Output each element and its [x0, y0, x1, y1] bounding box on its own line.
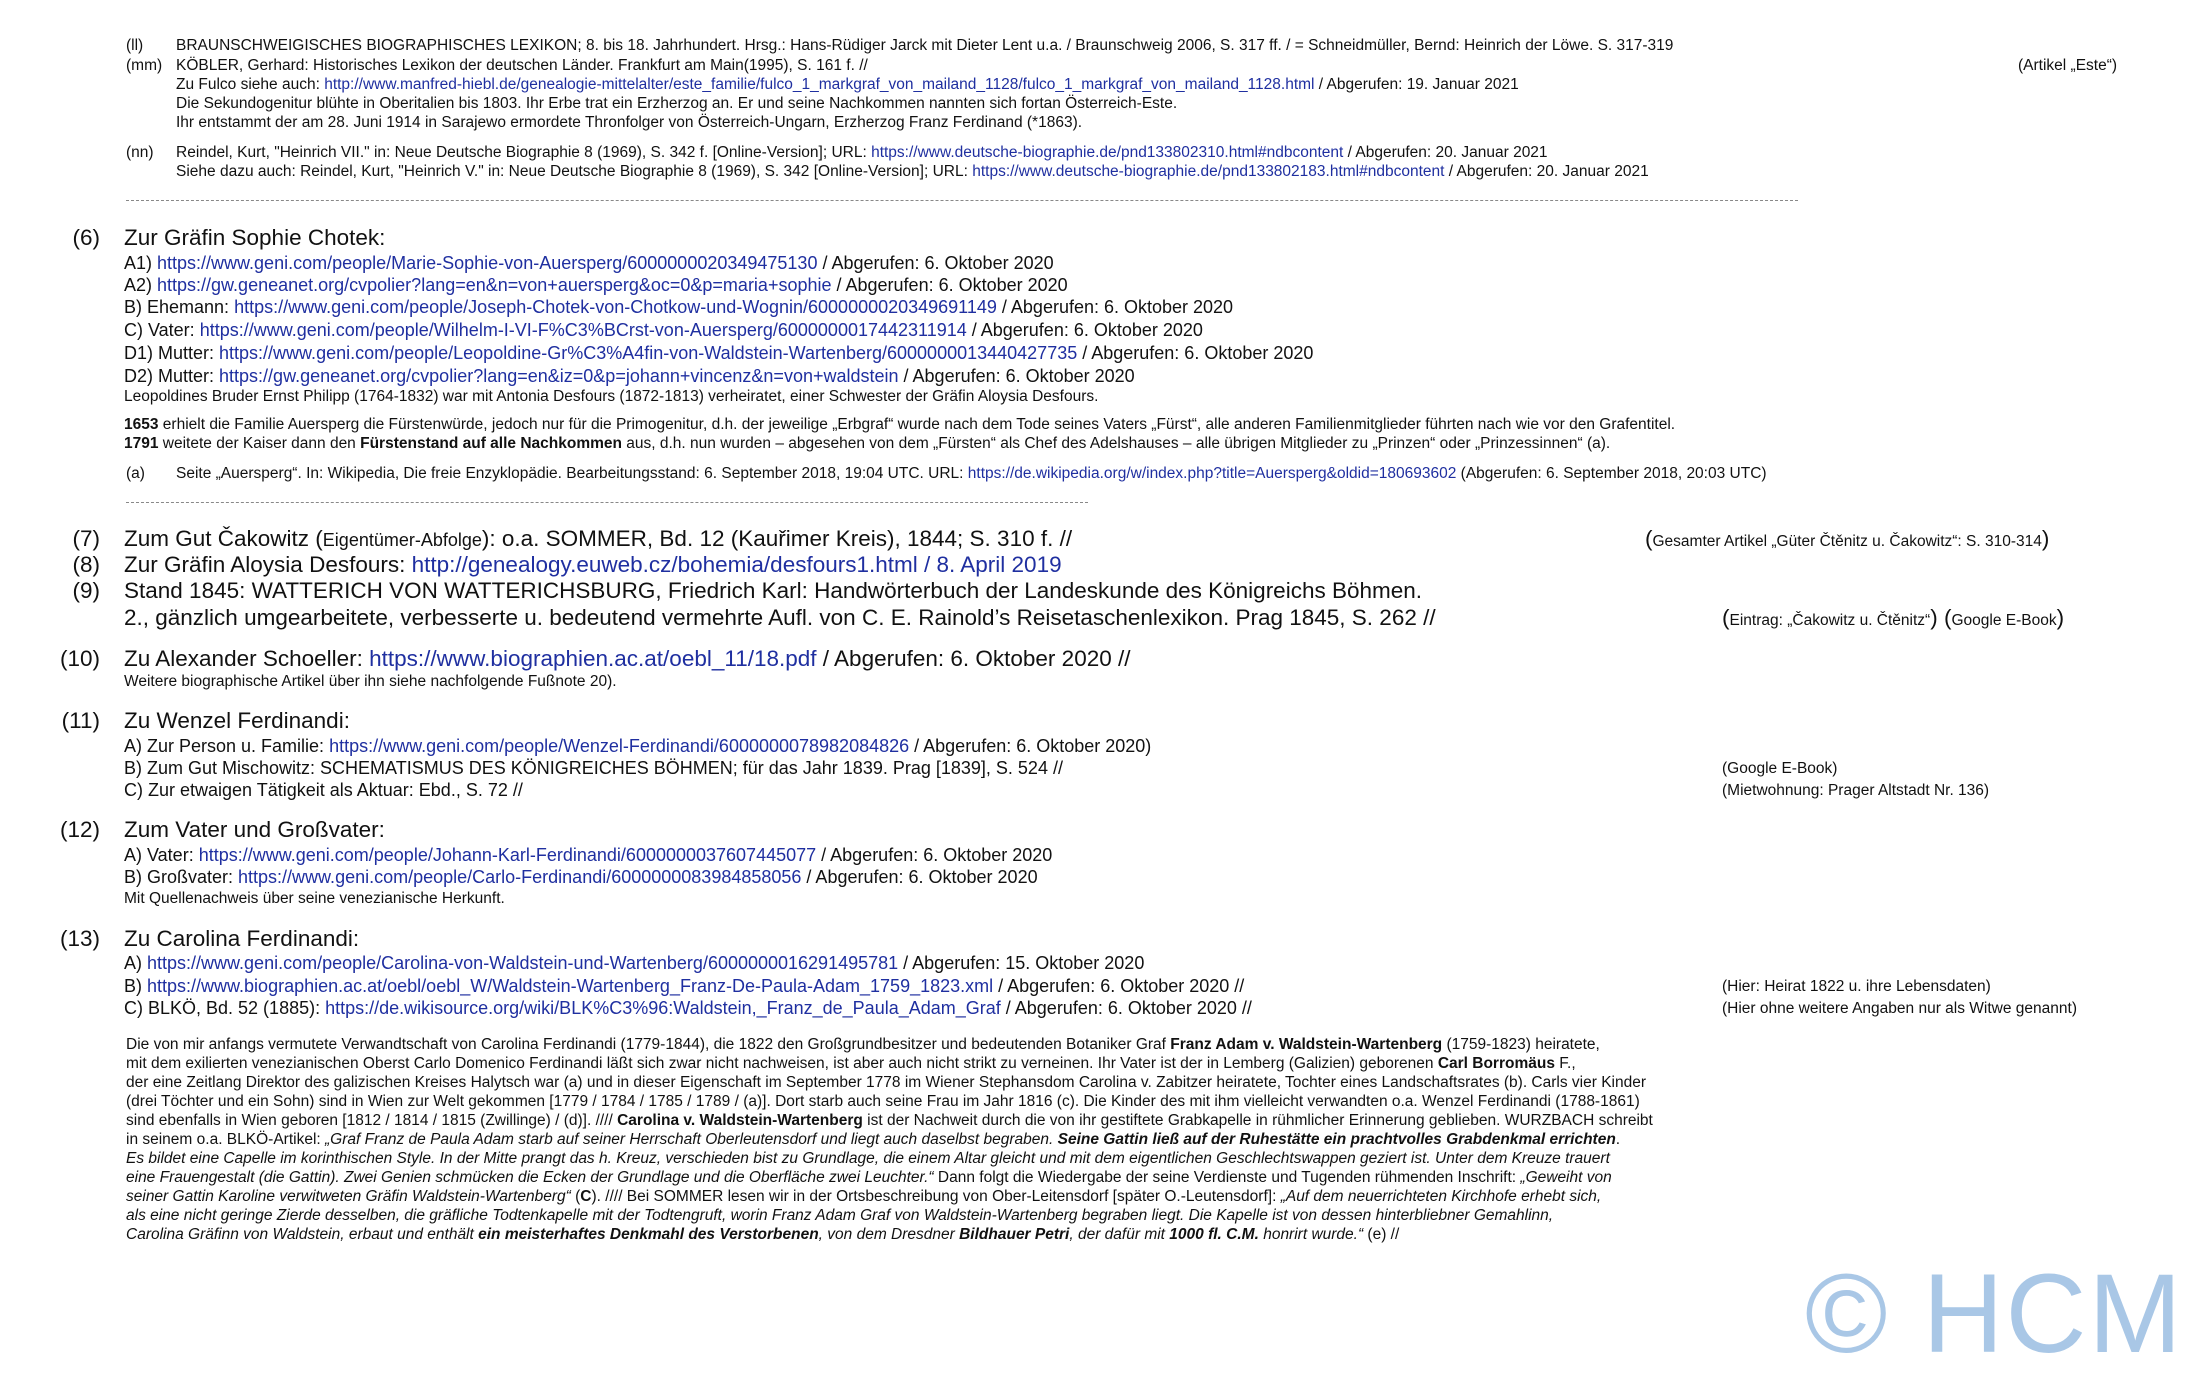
fn13-para-line8 — [126, 1168, 1612, 1187]
fn6-p1-text: erhielt die Familie Auersperg die Fürstenwürde, jedoch nur für die Primogenitur, d.h. der jeweilige „Erbgraf“ wurde nach dem Tode seines Vaters „Fürst“, alle anderen Familienmitglieder führten nach wie vor den Grafentitel. — [158, 416, 1676, 433]
footnote-number-10: (10) — [59, 646, 100, 671]
fn7-post: ): o.a. SOMMER, Bd. 12 (Kauřimer Kreis), 1844; S. 310 f. // — [481, 526, 1073, 551]
footnote-12-title: Zum Vater und Großvater: — [124, 817, 385, 842]
fn13-p5-a: sind ebenfalls in Wien geboren [1812 / 1814 / 1815 (Zwillinge) / (d)]. //// — [126, 1112, 618, 1129]
fn6-item-c-post: / Abgerufen: 6. Oktober 2020 — [966, 320, 1203, 340]
footnote-13-title: Zu Carolina Ferdinandi: — [124, 926, 360, 951]
fn6-paragraph-1791 — [124, 434, 1610, 453]
fn13-it6-e: , der dafür mit — [1069, 1226, 1170, 1243]
fn7-right-close: ) — [2041, 526, 2050, 551]
fn9-right1: Eintrag: „Čakowitz u. Čtěnitz“ — [1729, 612, 1931, 629]
fn13-it4-c: C — [580, 1188, 592, 1205]
fn13-item-a — [124, 952, 1144, 974]
fn7-pre: Zum Gut Čakowitz ( — [124, 526, 323, 551]
fn6-item-a1-label: A1) — [124, 253, 158, 273]
year-1653: 1653 — [124, 416, 159, 433]
link-heinrich-vii[interactable]: https://www.deutsche-biographie.de/pnd133802310.html#ndbcontent — [871, 144, 1344, 161]
fn12-note: Mit Quellenachweis über seine venezianische Herkunft. — [124, 890, 505, 907]
footnote-number-7: (7) — [72, 526, 100, 551]
fn13-para-line11 — [126, 1225, 1399, 1244]
fn6-item-d2-post: / Abgerufen: 6. Oktober 2020 — [898, 366, 1135, 386]
fn6-item-d1-label: D1) Mutter: — [124, 343, 220, 363]
ref-nn-line2-pre: Siehe dazu auch: Reindel, Kurt, "Heinrich V." in: Neue Deutsche Biographie 8 (1969), S. 342 [Online-Version]; URL: — [176, 163, 973, 180]
fn13-it6-d: Bildhauer Petri — [959, 1226, 1070, 1243]
link-fn12-vater[interactable]: https://www.geni.com/people/Johann-Karl-Ferdinandi/6000000037607445077 — [198, 845, 817, 865]
fn10-pre: Zu Alexander Schoeller: — [124, 646, 370, 671]
fn6-item-b-label: B) Ehemann: — [124, 297, 235, 317]
fn13-b-right-note: (Hier: Heirat 1822 u. ihre Lebensdaten) — [1722, 978, 1991, 995]
footnote-number-13: (13) — [59, 926, 100, 951]
fn13-para-line7: Es bildet eine Capelle im korinthischen Style. In der Mitte prangt das h. Kreuz, verschieden bist zu Grundlage, die einem Altar gleicht und mit dem eigentlichen Geschlechtswappen geziert ist. Unter dem Kreuze trauert — [126, 1150, 1610, 1167]
fn6-item-d1-post: / Abgerufen: 6. Oktober 2020 — [1077, 343, 1314, 363]
footnote-6-title: Zur Gräfin Sophie Chotek: — [124, 225, 386, 250]
link-fn6-a1[interactable]: https://www.geni.com/people/Marie-Sophie-von-Auersperg/6000000020349475130 — [157, 253, 818, 273]
fn13-it3: eine Frauengestalt (die Gattin). Zwei Genien schmücken die Ecken der Grundlage und die Oberfläche zwei Leuchter.“ — [126, 1169, 934, 1186]
ref-nn-line1-pre: Reindel, Kurt, "Heinrich VII." in: Neue Deutsche Biographie 8 (1969), S. 342 f. [Online-Version]; URL: — [176, 144, 872, 161]
ref-mm-line2 — [176, 75, 1519, 94]
fn10-note: Weitere biographische Artikel über ihn siehe nachfolgende Fußnote 20). — [124, 673, 617, 690]
copyright-watermark: © HCM — [1805, 1251, 2184, 1376]
ref-nn-line1-post: / Abgerufen: 20. Januar 2021 — [1343, 144, 1548, 161]
fn12-b-pre: B) Großvater: — [124, 867, 239, 887]
fn13-it4: seiner Gattin Karoline verwitweten Gräfin Waldstein-Wartenberg“ — [126, 1188, 571, 1205]
fn9-right1-open: ( — [1722, 605, 1730, 630]
fn9-right2: Google E-Book — [1951, 612, 2057, 629]
fn13-p5-bold: Carolina v. Waldstein-Wartenberg — [617, 1112, 863, 1129]
fn7-right-note — [1645, 525, 2049, 552]
fn13-para-line4: (drei Töchter und ein Sohn) sind in Wien zur Welt gekommen [1779 / 1784 / 1785 / 1789 / (a)]. Dort starb auch seine Frau im Jahr 1816 (c). Die Kinder des mit ihm vielleicht verwandten o.a. Wenzel Ferdinandi (1788-1861) — [126, 1093, 1640, 1110]
fn6-item-c — [124, 319, 1203, 341]
link-fn13-geni[interactable]: https://www.geni.com/people/Carolina-von-Waldstein-und-Wartenberg/6000000016291495781 — [147, 953, 899, 973]
fn6-item-a1-post: / Abgerufen: 6. Oktober 2020 — [817, 253, 1054, 273]
link-fn12-grossvater[interactable]: https://www.geni.com/people/Carlo-Ferdinandi/6000000083984858056 — [238, 867, 802, 887]
footnote-number-6: (6) — [72, 225, 100, 250]
fn13-it1: „Graf Franz de Paula Adam starb auf seiner Herrschaft Oberleutensdorf und liegt auch daselbst begraben. — [325, 1131, 1058, 1148]
footnote-9-line1: Stand 1845: WATTERICH VON WATTERICHSBURG, Friedrich Karl: Handwörterbuch der Landeskunde des Königreichs Böhmen. — [124, 578, 1423, 603]
footnote-number-8: (8) — [72, 552, 100, 577]
fn13-it6-h: (e) // — [1363, 1226, 1400, 1243]
fn13-p1-a: Die von mir anfangs vermutete Verwandtschaft von Carolina Ferdinandi (1779-1844), die 1822 den Großgrundbesitzer und bedeutenden Botaniker Graf — [126, 1036, 1171, 1053]
footnote-11-title: Zu Wenzel Ferdinandi: — [124, 708, 350, 733]
fn13-b-pre: B) — [124, 976, 148, 996]
ref-mm-right-note: (Artikel „Este“) — [2018, 57, 2118, 74]
fn13-c-pre: C) BLKÖ, Bd. 52 (1885): — [124, 998, 326, 1018]
fn13-c-post: / Abgerufen: 6. Oktober 2020 // — [1000, 998, 1252, 1018]
fn6-item-a2-post: / Abgerufen: 6. Oktober 2020 — [831, 275, 1068, 295]
fn9-right2-close: ) — [2056, 605, 2065, 630]
fn6-p2-b: aus, d.h. nun wurden – abgesehen von dem „Fürsten“ als Chef des Adelshauses – alle übrigen Mitglieder zu „Prinzen“ oder „Prinzessinnen“ (a). — [621, 435, 1611, 452]
fn13-para-line1 — [126, 1035, 1600, 1054]
fn8-pre: Zur Gräfin Aloysia Desfours: — [124, 552, 412, 577]
separator-top — [126, 200, 1798, 201]
link-fn13-oebl[interactable]: https://www.biographien.ac.at/oebl/oebl_W/Waldstein-Wartenberg_Franz-De-Paula-Adam_1759_1823.xml — [147, 976, 994, 996]
fn7-right-text: Gesamter Artikel „Güter Čtěnitz u. Čakowitz“: S. 310-314 — [1652, 533, 2042, 550]
link-fn11-wenzel[interactable]: https://www.geni.com/people/Wenzel-Ferdinandi/6000000078982084826 — [329, 736, 910, 756]
footnote-number-12: (12) — [59, 817, 100, 842]
ref-label-ll: (ll) — [126, 37, 144, 54]
fn6-item-b — [124, 296, 1233, 318]
fn13-it1-pre: in seinem o.a. BLKÖ-Artikel: — [126, 1131, 325, 1148]
ref-mm-line1: KÖBLER, Gerhard: Historisches Lexikon der deutschen Länder. Frankfurt am Main(1995), S. 161 f. // — [176, 57, 868, 74]
fn13-para-line3: der eine Zeitlang Direktor des galizischen Kreises Halytsch war (a) und in dieser Eigenschaft im September 1778 im Wiener Stephansdom Carolina v. Zabitzer heiratete, Tochter eines Landschaftsrates (b). Carls vier Kinder — [126, 1074, 1646, 1091]
fn6-ref-a — [176, 464, 1767, 483]
fn6-ref-a-label: (a) — [126, 465, 145, 482]
fn13-it1-bold: Seine Gattin ließ auf der Ruhestätte ein prachtvolles Grabdenkmal errichten — [1057, 1131, 1616, 1148]
fn12-a-pre: A) Vater: — [124, 845, 199, 865]
fn10-post: / Abgerufen: 6. Oktober 2020 // — [816, 646, 1131, 671]
link-fulco[interactable]: http://www.manfred-hiebl.de/genealogie-mittelalter/este_familie/fulco_1_markgraf_von_mailand_1128/fulco_1_markgraf_von_mailand_1128.html — [324, 76, 1315, 93]
fn13-p2-a: mit dem exilierten venezianischen Oberst Carlo Domenico Ferdinandi läßt sich zwar nicht nachweisen, ist aber auch nicht strikt zu verneinen. Ihr Vater ist der in Lemberg (Galizien) geborenen — [126, 1055, 1438, 1072]
link-fn6-a2[interactable]: https://gw.geneanet.org/cvpolier?lang=en&n=von+auersperg&oc=0&p=maria+sophie — [157, 275, 832, 295]
fn13-p2-b: F., — [1554, 1055, 1576, 1072]
fn6-item-c-label: C) Vater: — [124, 320, 200, 340]
fn13-para-line10: als eine nicht geringe Zierde desselben, die gräfliche Todtenkapelle mit der Todtengruft, worin Franz Adam Graf von Waldstein-Wartenberg begraben liegt. Die Kapelle ist von dessen hinterbliebner Gemahlinn, — [126, 1207, 1554, 1224]
fn13-para-line5 — [126, 1111, 1653, 1130]
link-fn6-d1[interactable]: https://www.geni.com/people/Leopoldine-Gr%C3%A4fin-von-Waldstein-Wartenberg/6000000013440427735 — [219, 343, 1078, 363]
fn13-it6-c: , von dem Dresdner — [818, 1226, 960, 1243]
fn6-item-a1 — [124, 252, 1054, 274]
fn13-c-right-note: (Hier ohne weitere Angaben nur als Witwe genannt) — [1722, 1000, 2077, 1017]
fn13-p1-bold: Franz Adam v. Waldstein-Wartenberg — [1170, 1036, 1443, 1053]
fn7-right-open: ( — [1645, 526, 1653, 551]
footnote-10-text — [124, 645, 1131, 672]
fn13-item-c — [124, 997, 1252, 1019]
fn13-it3-quote: „Geweiht von — [1520, 1169, 1612, 1186]
fn6-item-a2 — [124, 274, 1068, 296]
fn13-it4-quote: „Auf dem neuerrichteten Kirchhofe erhebt sich, — [1280, 1188, 1602, 1205]
fn6-p2-bold: Fürstenstand auf alle Nachkommen — [360, 435, 622, 452]
link-heinrich-v[interactable]: https://www.deutsche-biographie.de/pnd133802183.html#ndbcontent — [972, 163, 1445, 180]
fn12-a-post: / Abgerufen: 6. Oktober 2020 — [816, 845, 1053, 865]
footnote-8-text — [124, 551, 1062, 578]
fn11-a-pre: A) Zur Person u. Familie: — [124, 736, 330, 756]
fn6-item-d2-label: D2) Mutter: — [124, 366, 220, 386]
link-oebl-schoeller[interactable]: https://www.biographien.ac.at/oebl_11/18.pdf — [369, 646, 817, 671]
fn11-c-right-note: (Mietwohnung: Prager Altstadt Nr. 136) — [1722, 782, 1990, 799]
fn12-item-b — [124, 866, 1038, 888]
link-fn6-c[interactable]: https://www.geni.com/people/Wilhelm-I-VI-F%C3%BCrst-von-Auersperg/6000000017442311914 — [199, 320, 967, 340]
fn13-it4-b: ). //// Bei SOMMER lesen wir in der Ortsbeschreibung von Ober-Leitensdorf [später O.-Leutensdorf]: — [591, 1188, 1281, 1205]
ref-label-nn: (nn) — [126, 144, 154, 161]
fn13-it1-end: . — [1615, 1131, 1621, 1148]
fn9-right2-open: ( — [1937, 605, 1952, 630]
ref-mm-line4: Ihr entstammt der am 28. Juni 1914 in Sarajewo ermordete Thronfolger von Österreich-Ungarn, Erzherzog Franz Ferdinand (*1863). — [176, 114, 1083, 131]
fn12-item-a — [124, 844, 1052, 866]
fn13-it6-g: honrirt wurde.“ — [1258, 1226, 1364, 1243]
fn6-ref-a-pre: Seite „Auersperg“. In: Wikipedia, Die freie Enzyklopädie. Bearbeitungsstand: 6. September 2018, 19:04 UTC. URL: — [176, 465, 968, 482]
separator-middle — [126, 502, 1088, 503]
fn7-small: Eigentümer-Abfolge — [322, 530, 482, 550]
fn13-it3-post: Dann folgt die Wiedergabe der seine Verdienste und Tugenden rühmenden Inschrift: — [933, 1169, 1521, 1186]
ref-mm-line2-pre: Zu Fulco siehe auch: — [176, 76, 325, 93]
fn13-it4-a: ( — [570, 1188, 581, 1205]
fn6-paragraph-1653 — [124, 415, 1675, 434]
fn6-ref-a-post: (Abgerufen: 6. September 2018, 20:03 UTC) — [1456, 465, 1767, 482]
ref-nn-line2-post: / Abgerufen: 20. Januar 2021 — [1444, 163, 1649, 180]
ref-nn-line1 — [176, 143, 1548, 162]
link-fn6-b[interactable]: https://www.geni.com/people/Joseph-Chotek-von-Chotkow-und-Wognin/6000000020349691149 — [234, 297, 997, 317]
link-genealogy-desfours[interactable]: http://genealogy.euweb.cz/bohemia/desfours1.html / 8. April 2019 — [411, 552, 1062, 577]
fn13-b-post: / Abgerufen: 6. Oktober 2020 // — [993, 976, 1245, 996]
fn6-note: Leopoldines Bruder Ernst Philipp (1764-1832) war mit Antonia Desfours (1872-1813) verheiratet, einer Schwester der Gräfin Aloysia Desfours. — [124, 388, 1099, 405]
fn13-a-pre: A) — [124, 953, 148, 973]
fn12-b-post: / Abgerufen: 6. Oktober 2020 — [801, 867, 1038, 887]
ref-label-mm: (mm) — [126, 57, 163, 74]
fn13-para-line6 — [126, 1130, 1620, 1149]
fn11-b-right-note: (Google E-Book) — [1722, 760, 1838, 777]
fn6-item-b-post: / Abgerufen: 6. Oktober 2020 — [996, 297, 1234, 317]
year-1791: 1791 — [124, 435, 159, 452]
fn13-it6-b: ein meisterhaftes Denkmahl des Verstorbenen — [478, 1226, 819, 1243]
ref-mm-line2-post: / Abgerufen: 19. Januar 2021 — [1314, 76, 1519, 93]
link-fn6-d2[interactable]: https://gw.geneanet.org/cvpolier?lang=en&iz=0&p=johann+vincenz&n=von+waldstein — [219, 366, 899, 386]
fn9-right1-close: ) — [1930, 605, 1938, 630]
fn6-item-d2 — [124, 365, 1135, 387]
fn13-para-line9 — [126, 1187, 1601, 1206]
fn13-p2-bold: Carl Borromäus — [1437, 1055, 1555, 1072]
fn6-item-a2-label: A2) — [124, 275, 158, 295]
fn13-p1-b: (1759-1823) heiratete, — [1442, 1036, 1600, 1053]
footnote-number-11: (11) — [61, 708, 100, 733]
link-wikipedia-auersperg[interactable]: https://de.wikipedia.org/w/index.php?title=Auersperg&oldid=180693602 — [967, 465, 1457, 482]
footnote-number-9: (9) — [72, 578, 100, 603]
fn6-item-d1 — [124, 342, 1313, 364]
fn9-right-note — [1722, 604, 2064, 631]
footnote-9-line2: 2., gänzlich umgearbeitete, verbesserte u. bedeutend vermehrte Aufl. von C. E. Rainold’s Reisetaschenlexikon. Prag 1845, S. 262 // — [124, 605, 1436, 630]
fn6-p2-a: weitete der Kaiser dann den — [158, 435, 361, 452]
fn11-item-b: B) Zum Gut Mischowitz: SCHEMATISMUS DES KÖNIGREICHES BÖHMEN; für das Jahr 1839. Prag [1839], S. 524 // — [124, 758, 1063, 778]
footnote-7-text — [124, 525, 1072, 552]
fn13-a-post: / Abgerufen: 15. Oktober 2020 — [898, 953, 1145, 973]
fn11-a-post: / Abgerufen: 6. Oktober 2020) — [909, 736, 1152, 756]
fn13-it6-a: Carolina Gräfinn von Waldstein, erbaut und enthält — [126, 1226, 479, 1243]
ref-mm-line3: Die Sekundogenitur blühte in Oberitalien bis 1803. Ihr Erbe trat ein Erzherzog an. Er und seine Nachkommen nannten sich fortan Österreich-Este. — [176, 95, 1178, 112]
fn13-it6-f: 1000 fl. C.M. — [1169, 1226, 1259, 1243]
link-fn13-wikisource[interactable]: https://de.wikisource.org/wiki/BLK%C3%96:Waldstein,_Franz_de_Paula_Adam_Graf — [325, 998, 1001, 1018]
fn11-item-a — [124, 735, 1151, 757]
fn13-item-b — [124, 975, 1244, 997]
fn11-item-c: C) Zur etwaigen Tätigkeit als Aktuar: Ebd., S. 72 // — [124, 780, 523, 800]
fn13-p5-b: ist der Nachweit durch die von ihr gestiftete Grabkapelle in rühmlicher Erinnerung geblieben. WURZBACH schreibt — [862, 1112, 1653, 1129]
ref-nn-line2 — [176, 162, 1649, 181]
ref-ll-text: BRAUNSCHWEIGISCHES BIOGRAPHISCHES LEXIKON; 8. bis 18. Jahrhundert. Hrsg.: Hans-Rüdiger Jarck mit Dieter Lent u.a. / Braunschweig 2006, S. 317 ff. / = Schneidmüller, Bernd: Heinrich der Löwe. S. 317-319 — [176, 37, 1674, 54]
fn13-para-line2 — [126, 1054, 1576, 1073]
